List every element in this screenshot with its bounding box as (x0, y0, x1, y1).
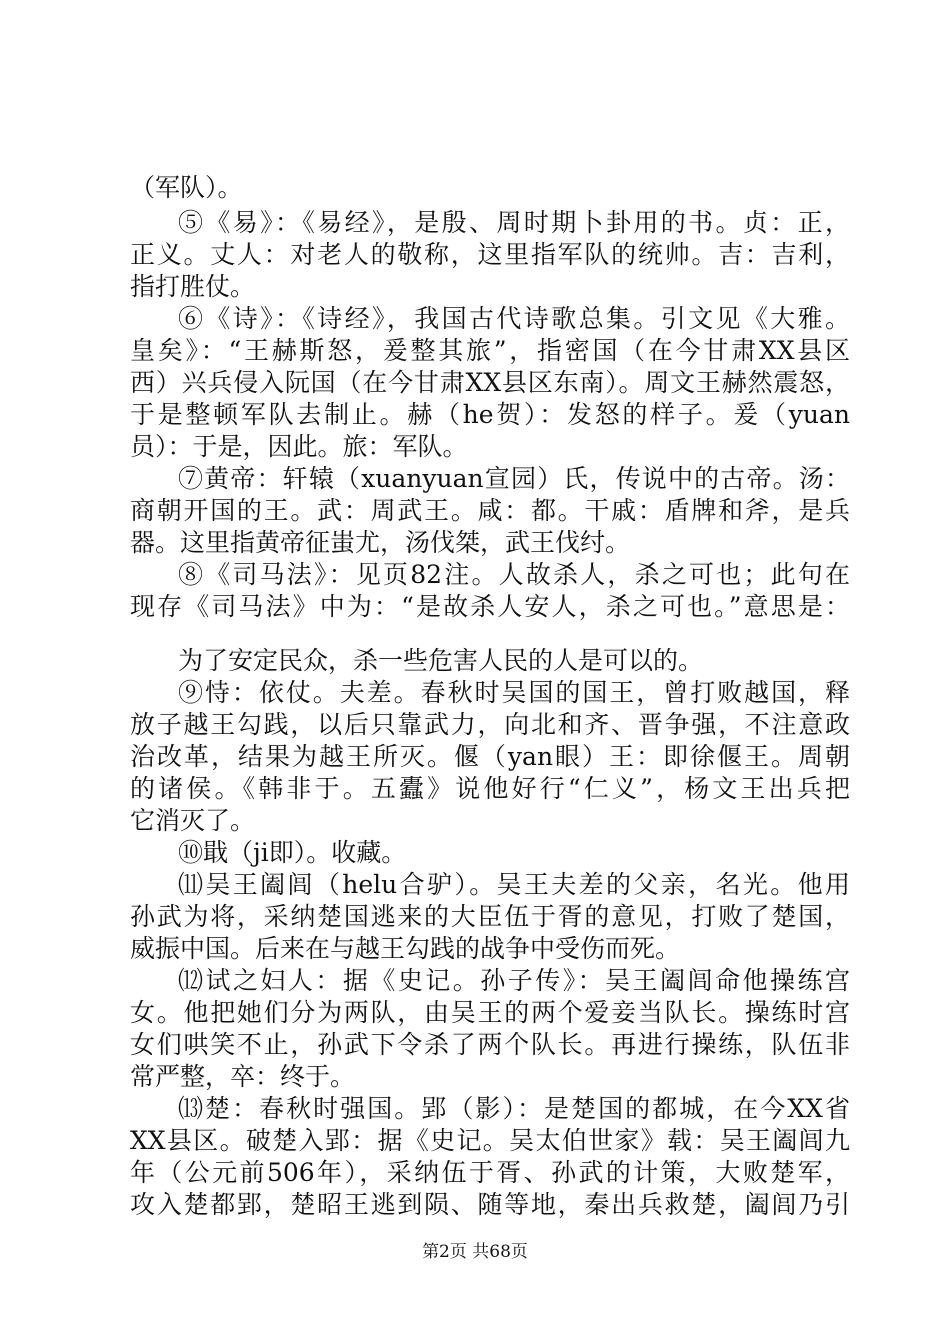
text-line: 常严整，卒：终于。 (130, 1062, 356, 1091)
text-line: 指打胜仗。 (130, 272, 256, 301)
text-line: （军队）。 (130, 173, 243, 202)
text-line: 商朝开国的王。武：周武王。咸：都。干戚：盾牌和斧，是兵 (130, 496, 850, 525)
text-line: 放子越王勾践，以后只靠武力，向北和齐、晋争强，不注意政 (130, 710, 850, 739)
text-line: 于是整顿军队去制止。赫（he贺）：发怒的样子。爰（yuan (130, 400, 850, 429)
text-line: 治改革，结果为越王所灭。偃（yan眼）王：即徐偃王。周朝 (130, 742, 850, 771)
text-line: 孙武为将，采纳楚国逃来的大臣伍于胥的意见，打败了楚国， (130, 902, 850, 931)
text-line: 皇矣》：“王赫斯怒，爰整其旅”，指密国（在今甘肃XX县区 (130, 336, 850, 365)
text-line: 它消灭了。 (130, 806, 256, 835)
text-line: 为了安定民众，杀一些危害人民的人是可以的。 (178, 646, 704, 675)
text-line: 女们哄笑不止，孙武下令杀了两个队长。再进行操练，队伍非 (130, 1030, 850, 1059)
page-number-footer: 第2页 共68页 (422, 1242, 528, 1262)
text-line: ⑤《易》：《易经》，是殷、周时期卜卦用的书。贞：正， (178, 208, 850, 237)
text-line: 西）兴兵侵入阮国（在今甘肃XX县区东南）。周文王赫然震怒， (130, 368, 850, 397)
text-line: 器。这里指黄帝征蚩尤，汤伐桀，武王伐纣。 (130, 528, 631, 557)
text-line: ⑿试之妇人：据《史记。孙子传》：吴王阖闾命他操练宫 (178, 966, 850, 995)
text-line: 正义。丈人：对老人的敬称，这里指军队的统帅。吉：吉利， (130, 240, 850, 269)
text-line: 女。他把她们分为两队，由吴王的两个爱妾当队长。操练时宫 (130, 998, 850, 1027)
text-line: 的诸侯。《韩非于。五蠹》说他好行“仁义”，杨文王出兵把 (130, 774, 850, 803)
text-line: 年（公元前506年），采纳伍于胥、孙武的计策，大败楚军， (130, 1158, 850, 1187)
text-line: 攻入楚都郢，楚昭王逃到陨、随等地，秦出兵救楚，阖闾乃引 (130, 1190, 850, 1219)
text-line: ⒀楚：春秋时强国。郢（影）：是楚国的都城，在今XX省 (178, 1094, 850, 1123)
text-line: 威振中国。后来在与越王勾践的战争中受伤而死。 (130, 934, 681, 963)
text-line: ⑩戢（ji即）。收藏。 (178, 838, 407, 867)
text-line: ⑧《司马法》：见页82注。人故杀人，杀之可也；此句在 (178, 560, 850, 589)
text-line: 员）：于是，因此。旅：军队。 (130, 432, 468, 461)
text-line: ⑥《诗》：《诗经》，我国古代诗歌总集。引文见《大雅。 (178, 304, 850, 333)
text-line: ⑨恃：依仗。夫差。春秋时吴国的国王，曾打败越国，释 (178, 678, 850, 707)
text-line: ⑦黄帝：轩辕（xuanyuan宣园）氏，传说中的古帝。汤： (178, 464, 850, 493)
text-line: 现存《司马法》中为：“是故杀人安人，杀之可也。”意思是： (130, 592, 850, 621)
text-line: XX县区。破楚入郢：据《史记。吴太伯世家》载：吴王阖闾九 (130, 1126, 850, 1155)
text-line: ⑾吴王阖闾（helu合驴）。吴王夫差的父亲，名光。他用 (178, 870, 850, 899)
